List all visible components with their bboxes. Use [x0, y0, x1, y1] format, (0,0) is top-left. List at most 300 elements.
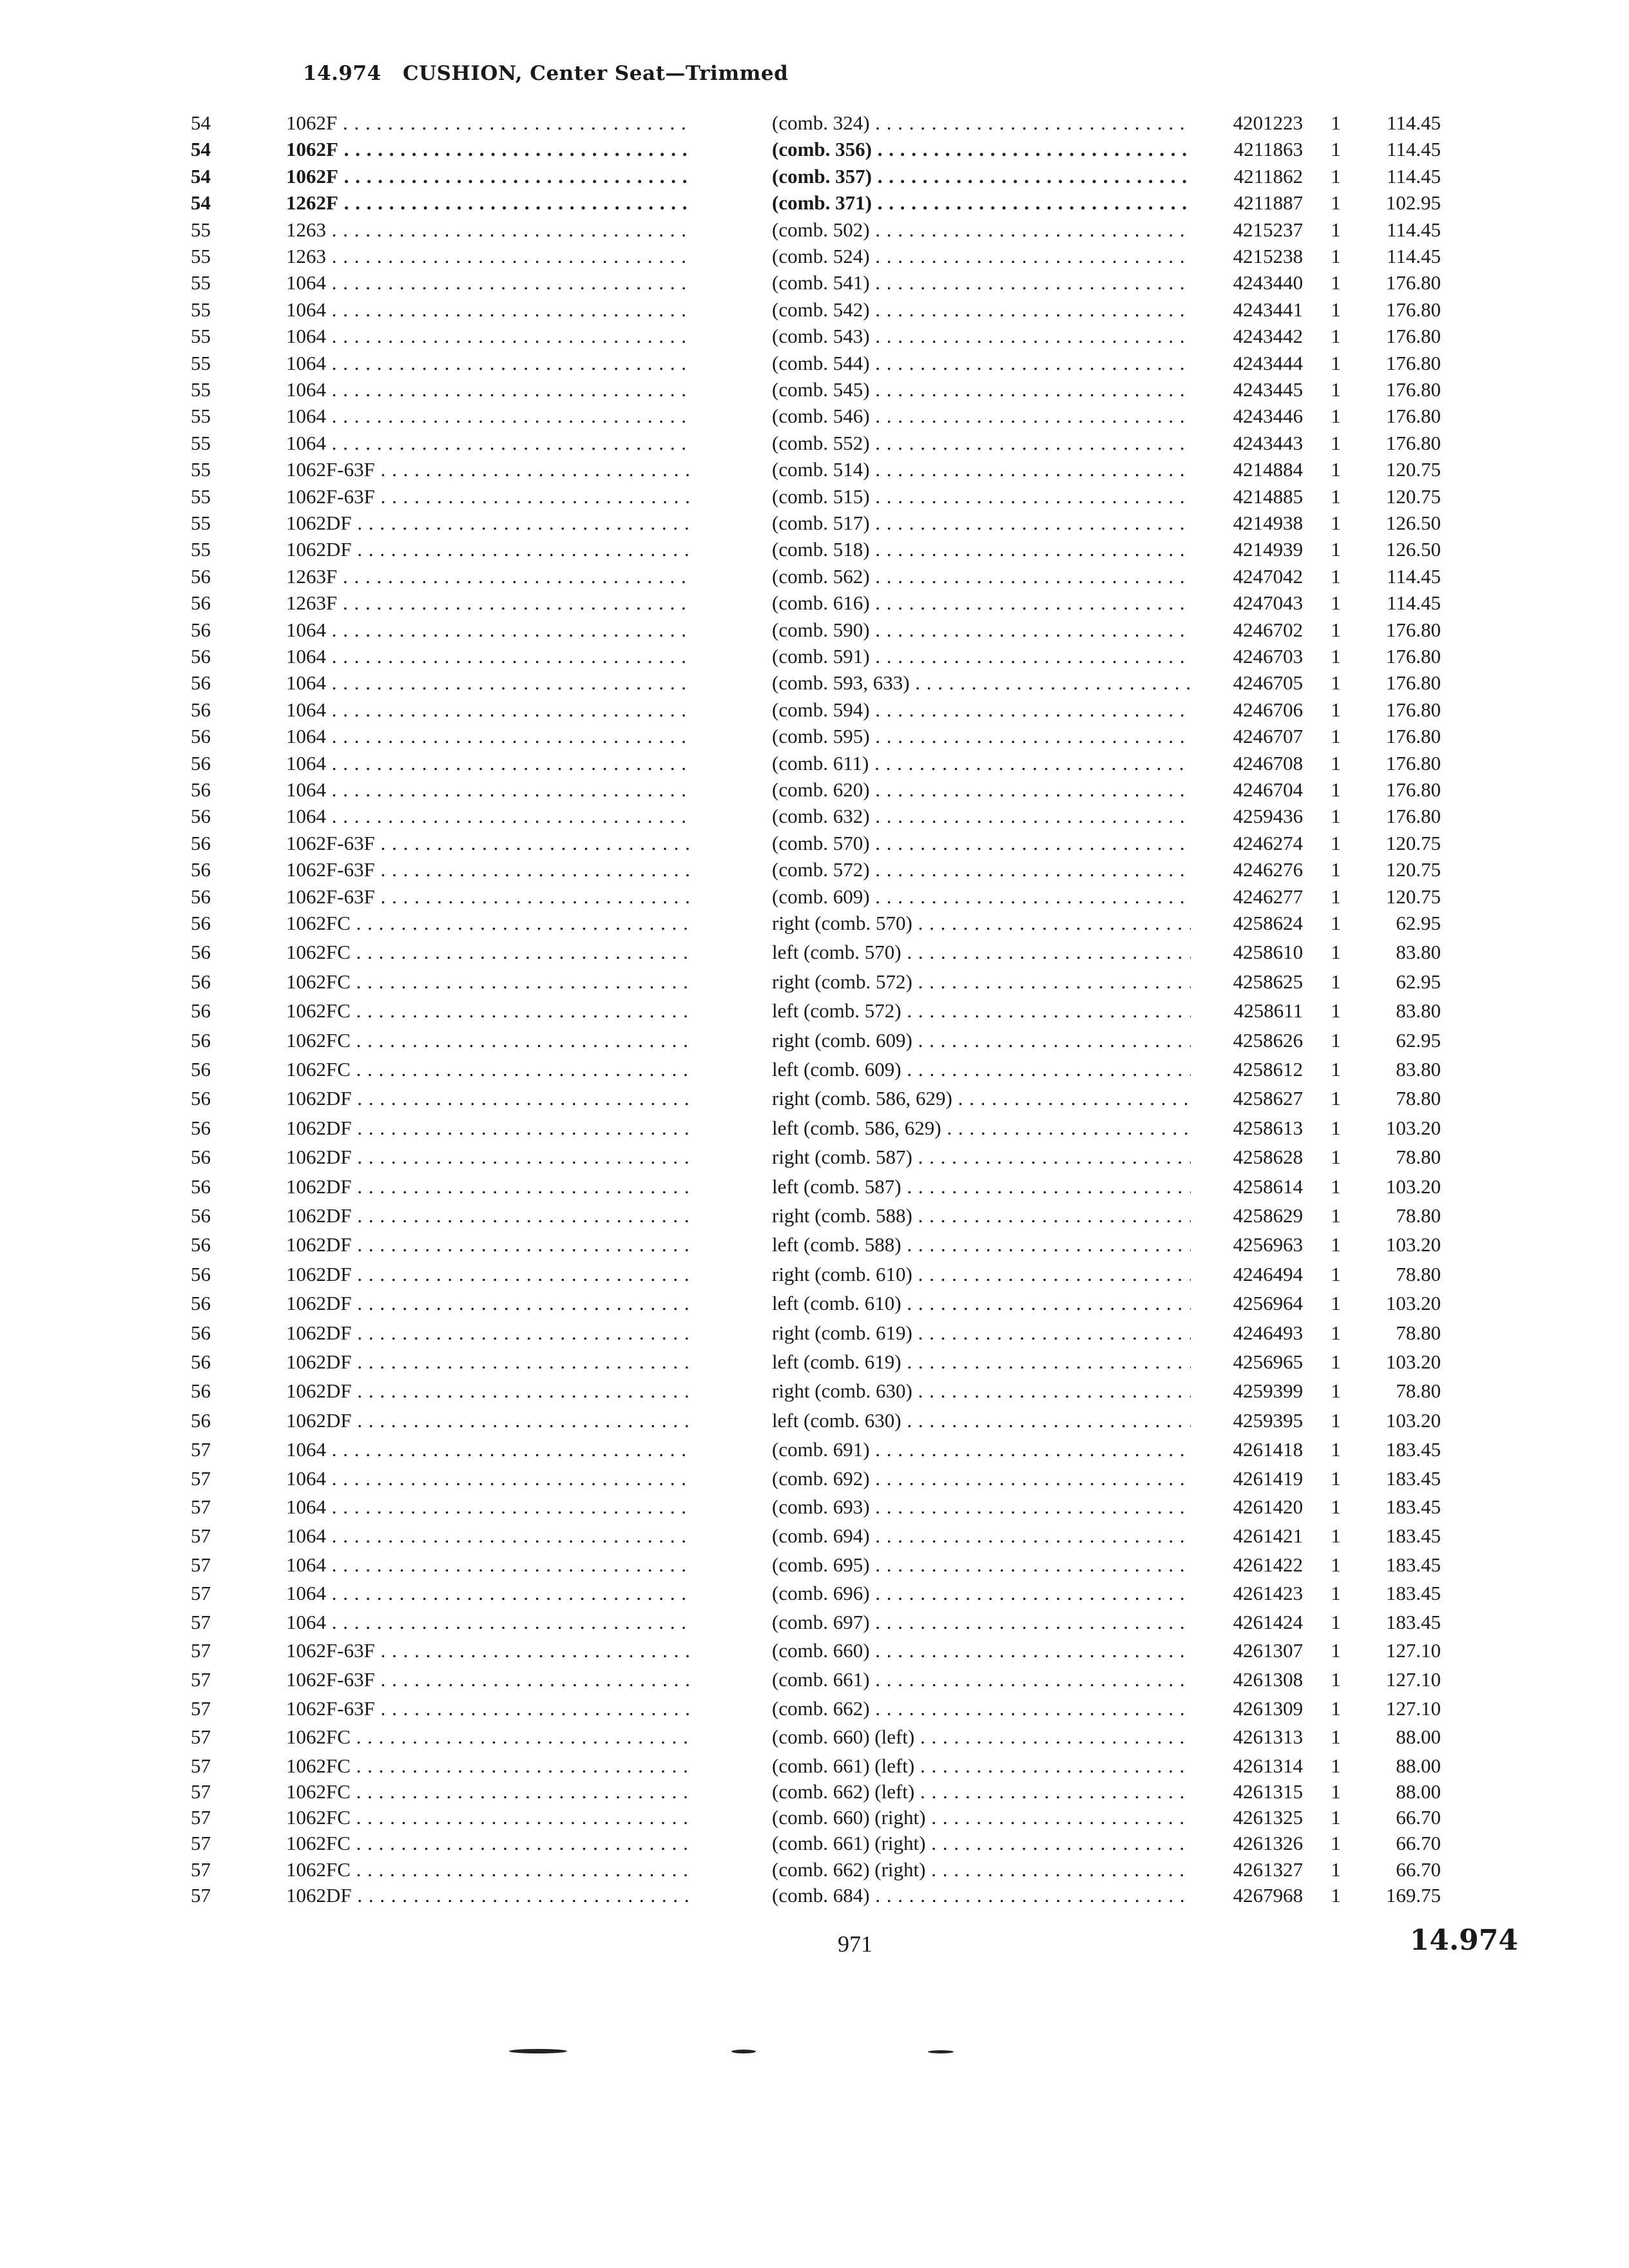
description-cell [772, 110, 1191, 137]
model-cell-text: 1263F . . . [286, 565, 692, 588]
model-cell-text: 1062DF . . . [286, 512, 692, 534]
part-number-cell: 4258614 [1233, 1175, 1303, 1198]
price-cell: 114.45 [1386, 591, 1441, 615]
quantity-cell: 1 [1331, 1639, 1341, 1662]
description-cell-text: (comb. 692) . . . [772, 1467, 1191, 1490]
part-number-cell: 4246706 [1233, 698, 1303, 721]
model-cell [286, 1436, 692, 1463]
table-row [0, 536, 1629, 563]
quantity-cell: 1 [1331, 405, 1341, 428]
price-cell: 183.45 [1385, 1553, 1441, 1576]
price-cell: 183.45 [1385, 1438, 1441, 1461]
model-cell-text: 1064 . . . [286, 325, 692, 347]
description-cell [772, 1465, 1191, 1492]
price-cell: 183.45 [1385, 1495, 1441, 1519]
year-cell: 57 [191, 1883, 211, 1907]
price-cell: 103.20 [1385, 1408, 1441, 1432]
part-number-cell: 4261420 [1233, 1495, 1303, 1519]
model-cell-text: 1062DF . . . [286, 1409, 692, 1432]
description-cell-text: left (comb. 630) . . . [772, 1409, 1191, 1432]
quantity-cell: 1 [1331, 325, 1341, 348]
quantity-cell: 1 [1331, 1524, 1341, 1547]
year-cell: 56 [191, 725, 211, 748]
quantity-cell: 1 [1331, 431, 1341, 454]
year-cell: 57 [191, 1610, 211, 1633]
table-row [0, 163, 1629, 190]
part-number-cell: 4267968 [1233, 1883, 1303, 1907]
price-cell: 176.80 [1385, 405, 1441, 428]
quantity-cell: 1 [1331, 1725, 1341, 1749]
price-cell: 83.80 [1396, 941, 1441, 964]
table-row [0, 1830, 1629, 1857]
description-cell-text: (comb. 660) (left) . . . [772, 1725, 1191, 1748]
year-cell: 55 [191, 218, 211, 241]
part-number-cell: 4261418 [1233, 1438, 1303, 1461]
price-cell: 78.80 [1396, 1321, 1441, 1344]
model-cell-text: 1064 . . . [286, 1467, 692, 1490]
description-cell [772, 939, 1191, 966]
table-row [0, 1494, 1629, 1521]
description-cell [772, 1290, 1191, 1317]
model-cell-text: 1064 . . . [286, 698, 692, 721]
table-row [0, 643, 1629, 670]
quantity-cell: 1 [1331, 1610, 1341, 1633]
year-cell: 56 [191, 698, 211, 721]
year-cell: 55 [191, 351, 211, 374]
model-cell-text: 1064 . . . [286, 619, 692, 641]
price-cell: 176.80 [1385, 378, 1441, 401]
description-cell-text: (comb. 661) (left) . . . [772, 1754, 1191, 1777]
table-row [0, 1552, 1629, 1579]
price-cell: 114.45 [1386, 138, 1441, 161]
year-cell: 57 [191, 1754, 211, 1777]
part-number-cell: 4247043 [1233, 591, 1303, 615]
part-number-cell: 4259399 [1233, 1379, 1303, 1403]
price-cell: 176.80 [1385, 325, 1441, 348]
year-cell: 56 [191, 831, 211, 854]
model-cell [286, 1830, 692, 1857]
description-cell [772, 1115, 1191, 1142]
table-row [0, 1202, 1629, 1229]
price-cell: 183.45 [1385, 1524, 1441, 1547]
description-cell-text: (comb. 518) . . . [772, 538, 1191, 561]
model-cell [286, 1202, 692, 1229]
model-cell-text: 1062F-63F . . . [286, 832, 692, 854]
model-cell [286, 189, 692, 216]
table-row [0, 243, 1629, 270]
model-cell-text: 1062DF . . . [286, 1350, 692, 1373]
model-cell [286, 830, 692, 857]
part-number-cell: 4258629 [1233, 1204, 1303, 1227]
price-cell: 120.75 [1385, 885, 1441, 908]
description-cell-text: (comb. 502) . . . [772, 218, 1191, 241]
quantity-cell: 1 [1331, 245, 1341, 267]
section-header [303, 62, 788, 85]
price-cell: 176.80 [1385, 271, 1441, 294]
year-cell: 56 [191, 1350, 211, 1373]
description-cell [772, 456, 1191, 483]
model-cell [286, 1804, 692, 1831]
table-row [0, 1261, 1629, 1288]
model-cell-text: 1062FC . . . [286, 1725, 692, 1748]
price-cell: 176.80 [1385, 725, 1441, 748]
description-cell-text: (comb. 660) (right) . . . [772, 1806, 1191, 1829]
description-cell [772, 189, 1191, 216]
quantity-cell: 1 [1331, 564, 1341, 588]
description-cell-text: right (comb. 630) . . . [772, 1379, 1191, 1402]
model-cell-text: 1062F . . . [286, 165, 692, 187]
price-cell: 176.80 [1385, 645, 1441, 668]
quantity-cell: 1 [1331, 1262, 1341, 1285]
description-cell-text: (comb. 616) . . . [772, 591, 1191, 614]
model-cell-text: 1062DF . . . [286, 1233, 692, 1256]
part-number-cell: 4243440 [1233, 271, 1303, 294]
year-cell: 56 [191, 970, 211, 993]
quantity-cell: 1 [1331, 1408, 1341, 1432]
model-cell-text: 1062F-63F . . . [286, 458, 692, 481]
part-number-cell: 4261325 [1233, 1806, 1303, 1829]
part-number-cell: 4211887 [1233, 191, 1303, 215]
part-number-cell: 4261327 [1233, 1858, 1303, 1881]
description-cell [772, 1830, 1191, 1857]
description-cell [772, 590, 1191, 617]
year-cell: 57 [191, 1524, 211, 1547]
table-row [0, 563, 1629, 590]
year-cell: 56 [191, 1379, 211, 1403]
description-cell [772, 1494, 1191, 1521]
model-cell [286, 697, 692, 724]
description-cell-text: (comb. 694) . . . [772, 1524, 1191, 1547]
model-cell [286, 1085, 692, 1112]
year-cell: 55 [191, 325, 211, 348]
price-cell: 183.45 [1385, 1582, 1441, 1605]
price-cell: 78.80 [1396, 1146, 1441, 1169]
model-cell-text: 1062DF . . . [286, 1884, 692, 1907]
quantity-cell: 1 [1331, 1495, 1341, 1519]
model-cell-text: 1062DF . . . [286, 1087, 692, 1110]
model-cell [286, 910, 692, 937]
model-cell [286, 323, 692, 350]
quantity-cell: 1 [1331, 912, 1341, 934]
table-row [0, 403, 1629, 430]
model-cell-text: 1064 . . . [286, 1438, 692, 1461]
description-cell [772, 269, 1191, 296]
year-cell: 57 [191, 1553, 211, 1576]
table-row [0, 136, 1629, 163]
year-cell: 56 [191, 1233, 211, 1256]
model-cell [286, 968, 692, 995]
model-cell-text: 1062F-63F . . . [286, 858, 692, 881]
table-row [0, 1085, 1629, 1112]
part-number-cell: 4201223 [1233, 111, 1303, 134]
year-cell: 56 [191, 805, 211, 828]
description-cell-text: (comb. 543) . . . [772, 325, 1191, 347]
part-number-cell: 4246276 [1233, 858, 1303, 881]
model-cell-text: 1062DF . . . [286, 1321, 692, 1344]
description-cell-text: right (comb. 619) . . . [772, 1321, 1191, 1344]
table-row [0, 1378, 1629, 1405]
price-cell: 66.70 [1396, 1806, 1441, 1829]
price-cell: 66.70 [1396, 1832, 1441, 1855]
description-cell [772, 403, 1191, 430]
quantity-cell: 1 [1331, 885, 1341, 908]
price-cell: 103.20 [1385, 1350, 1441, 1373]
description-cell-text: (comb. 611) . . . [772, 752, 1191, 774]
year-cell: 56 [191, 645, 211, 668]
description-cell-text: (comb. 324) . . . [772, 111, 1191, 134]
quantity-cell: 1 [1331, 751, 1341, 774]
model-cell-text: 1064 . . . [286, 405, 692, 427]
description-cell [772, 997, 1191, 1024]
year-cell: 56 [191, 564, 211, 588]
quantity-cell: 1 [1331, 1668, 1341, 1691]
quantity-cell: 1 [1331, 218, 1341, 241]
model-cell-text: 1062FC . . . [286, 999, 692, 1022]
model-cell [286, 617, 692, 644]
description-cell-text: left (comb. 610) . . . [772, 1292, 1191, 1314]
part-number-cell: 4256965 [1233, 1350, 1303, 1373]
quantity-cell: 1 [1331, 698, 1341, 721]
year-cell: 57 [191, 1858, 211, 1881]
price-cell: 114.45 [1386, 164, 1441, 187]
table-row [0, 1465, 1629, 1492]
model-cell-text: 1263F . . . [286, 591, 692, 614]
quantity-cell: 1 [1331, 725, 1341, 748]
quantity-cell: 1 [1331, 1028, 1341, 1052]
table-row [0, 1753, 1629, 1780]
description-cell [772, 830, 1191, 857]
description-cell [772, 1173, 1191, 1200]
description-cell [772, 1231, 1191, 1258]
table-row [0, 456, 1629, 483]
part-number-cell: 4261307 [1233, 1639, 1303, 1662]
scan-smudge [928, 2050, 954, 2053]
price-cell: 114.45 [1386, 111, 1441, 134]
description-cell [772, 483, 1191, 510]
model-cell [286, 1261, 692, 1288]
scan-smudge [509, 2049, 567, 2053]
description-cell-text: (comb. 371) . . . [772, 191, 1191, 214]
model-cell [286, 1856, 692, 1883]
part-number-cell: 4256963 [1233, 1233, 1303, 1256]
year-cell: 57 [191, 1725, 211, 1749]
year-cell: 55 [191, 378, 211, 401]
description-cell-text: (comb. 542) . . . [772, 298, 1191, 321]
table-row [0, 883, 1629, 910]
part-number-cell: 4261423 [1233, 1582, 1303, 1605]
description-cell [772, 803, 1191, 830]
table-row [0, 617, 1629, 644]
price-cell: 114.45 [1386, 564, 1441, 588]
description-cell [772, 1724, 1191, 1751]
model-cell-text: 1064 . . . [286, 298, 692, 321]
description-cell [772, 883, 1191, 910]
quantity-cell: 1 [1331, 1146, 1341, 1169]
part-number-cell: 4243441 [1233, 298, 1303, 321]
model-cell-text: 1263 . . . [286, 218, 692, 241]
table-row [0, 1115, 1629, 1142]
quantity-cell: 1 [1331, 138, 1341, 161]
year-cell: 56 [191, 1408, 211, 1432]
table-row [0, 1173, 1629, 1200]
model-cell-text: 1064 . . . [286, 352, 692, 374]
price-cell: 114.45 [1386, 245, 1441, 267]
part-number-cell: 4246702 [1233, 618, 1303, 641]
year-cell: 56 [191, 591, 211, 615]
quantity-cell: 1 [1331, 485, 1341, 508]
part-number-cell: 4258628 [1233, 1146, 1303, 1169]
model-cell [286, 1778, 692, 1805]
description-cell-text: right (comb. 610) . . . [772, 1263, 1191, 1285]
part-number-cell: 4246707 [1233, 725, 1303, 748]
price-cell: 120.75 [1385, 858, 1441, 881]
year-cell: 56 [191, 618, 211, 641]
quantity-cell: 1 [1331, 1379, 1341, 1403]
model-cell [286, 939, 692, 966]
quantity-cell: 1 [1331, 1116, 1341, 1139]
description-cell-text: (comb. 572) . . . [772, 858, 1191, 881]
description-cell-text: right (comb. 572) . . . [772, 970, 1191, 993]
quantity-cell: 1 [1331, 858, 1341, 881]
model-cell-text: 1062F-63F . . . [286, 485, 692, 508]
footer-section-code: 14.974 [1409, 1924, 1518, 1957]
description-cell-text: (comb. 696) . . . [772, 1582, 1191, 1604]
quantity-cell: 1 [1331, 1438, 1341, 1461]
part-number-cell: 4243445 [1233, 378, 1303, 401]
description-cell-text: (comb. 545) . . . [772, 378, 1191, 401]
table-row [0, 1349, 1629, 1376]
model-cell [286, 1056, 692, 1083]
description-cell [772, 216, 1191, 244]
model-cell-text: 1064 . . . [286, 805, 692, 827]
model-cell-text: 1062DF . . . [286, 1204, 692, 1227]
model-cell [286, 403, 692, 430]
quantity-cell: 1 [1331, 591, 1341, 615]
model-cell-text: 1062F . . . [286, 138, 692, 160]
model-cell [286, 536, 692, 563]
part-number-cell: 4259395 [1233, 1408, 1303, 1432]
model-cell-text: 1064 . . . [286, 432, 692, 454]
part-number-cell: 4258627 [1233, 1087, 1303, 1110]
description-cell-text: (comb. 544) . . . [772, 352, 1191, 374]
quantity-cell: 1 [1331, 671, 1341, 695]
model-cell-text: 1064 . . . [286, 671, 692, 694]
description-cell-text: (comb. 591) . . . [772, 645, 1191, 668]
model-cell-text: 1062FC . . . [286, 1754, 692, 1777]
model-cell [286, 1290, 692, 1317]
model-cell [286, 803, 692, 830]
model-cell [286, 1753, 692, 1780]
table-row [0, 997, 1629, 1024]
quantity-cell: 1 [1331, 1087, 1341, 1110]
description-cell [772, 776, 1191, 803]
model-cell [286, 350, 692, 377]
year-cell: 56 [191, 778, 211, 801]
table-row [0, 590, 1629, 617]
quantity-cell: 1 [1331, 618, 1341, 641]
model-cell [286, 296, 692, 323]
table-row [0, 697, 1629, 724]
quantity-cell: 1 [1331, 1832, 1341, 1855]
description-cell [772, 563, 1191, 590]
year-cell: 56 [191, 1262, 211, 1285]
price-cell: 176.80 [1385, 778, 1441, 801]
description-cell-text: (comb. 662) (left) . . . [772, 1780, 1191, 1803]
description-cell [772, 510, 1191, 537]
description-cell [772, 1882, 1191, 1909]
year-cell: 57 [191, 1668, 211, 1691]
description-cell-text: (comb. 515) . . . [772, 485, 1191, 508]
table-row [0, 1436, 1629, 1463]
description-cell [772, 350, 1191, 377]
part-number-cell: 4261421 [1233, 1524, 1303, 1547]
description-cell [772, 1580, 1191, 1607]
table-row [0, 1407, 1629, 1434]
description-cell-text: left (comb. 572) . . . [772, 999, 1191, 1022]
year-cell: 56 [191, 1321, 211, 1344]
part-number-cell: 4211863 [1233, 138, 1303, 161]
table-row [0, 1609, 1629, 1636]
description-cell [772, 1637, 1191, 1664]
description-cell [772, 1027, 1191, 1054]
price-cell: 102.95 [1385, 191, 1441, 215]
model-cell-text: 1064 . . . [286, 1553, 692, 1576]
description-cell-text: (comb. 595) . . . [772, 725, 1191, 747]
price-cell: 120.75 [1385, 458, 1441, 481]
part-number-cell: 4259436 [1233, 805, 1303, 828]
model-cell [286, 563, 692, 590]
description-cell-text: (comb. 609) . . . [772, 885, 1191, 908]
model-cell-text: 1062F-63F . . . [286, 1668, 692, 1691]
year-cell: 55 [191, 405, 211, 428]
description-cell-text: (comb. 594) . . . [772, 698, 1191, 721]
table-row [0, 110, 1629, 137]
price-cell: 103.20 [1385, 1233, 1441, 1256]
quantity-cell: 1 [1331, 1780, 1341, 1803]
year-cell: 55 [191, 245, 211, 267]
description-cell [772, 697, 1191, 724]
year-cell: 57 [191, 1495, 211, 1519]
year-cell: 54 [191, 164, 211, 187]
model-cell [286, 430, 692, 457]
price-cell: 176.80 [1385, 805, 1441, 828]
quantity-cell: 1 [1331, 1466, 1341, 1490]
model-cell [286, 1523, 692, 1550]
description-cell [772, 1261, 1191, 1288]
table-row [0, 189, 1629, 216]
model-cell-text: 1062DF . . . [286, 538, 692, 561]
quantity-cell: 1 [1331, 164, 1341, 187]
part-number-cell: 4261422 [1233, 1553, 1303, 1576]
description-cell [772, 1695, 1191, 1722]
year-cell: 56 [191, 941, 211, 964]
price-cell: 114.45 [1386, 218, 1441, 241]
quantity-cell: 1 [1331, 778, 1341, 801]
model-cell-text: 1262F . . . [286, 191, 692, 214]
part-number-cell: 4258612 [1233, 1058, 1303, 1081]
part-number-cell: 4258624 [1233, 912, 1303, 934]
part-number-cell: 4246708 [1233, 751, 1303, 774]
table-row [0, 1290, 1629, 1317]
model-cell-text: 1064 . . . [286, 752, 692, 774]
quantity-cell: 1 [1331, 378, 1341, 401]
model-cell-text: 1062FC . . . [286, 1058, 692, 1081]
part-number-cell: 4246494 [1233, 1262, 1303, 1285]
description-cell-text: (comb. 695) . . . [772, 1553, 1191, 1576]
price-cell: 183.45 [1385, 1466, 1441, 1490]
model-cell-text: 1062F . . . [286, 111, 692, 134]
part-number-cell: 4261315 [1233, 1780, 1303, 1803]
